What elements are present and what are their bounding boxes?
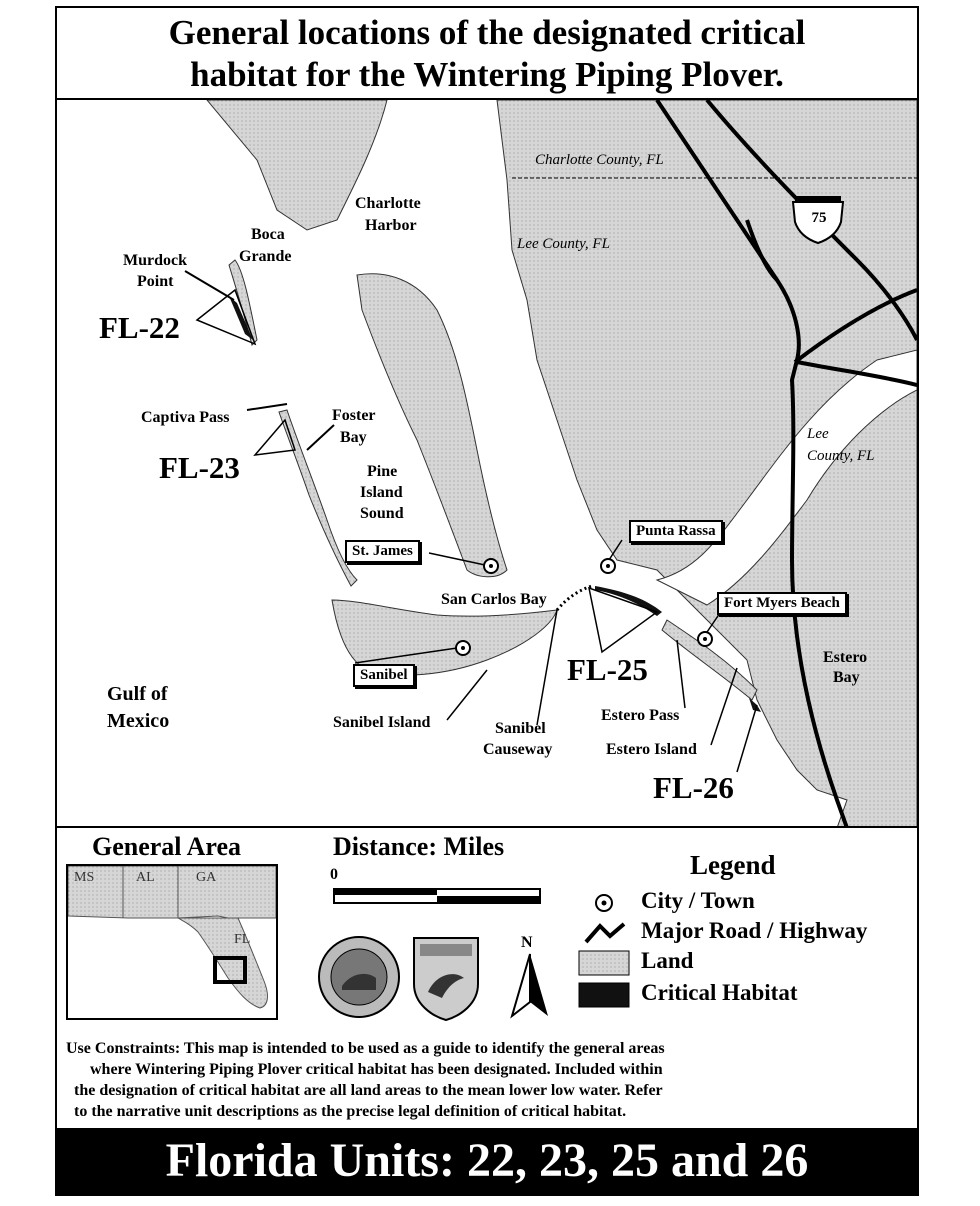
san-carlos-bay: San Carlos Bay (441, 591, 547, 608)
foster-bay-2: Bay (340, 429, 367, 446)
interior-seal-icon (316, 934, 402, 1020)
scale-bar (333, 888, 541, 904)
gulf-of-mexico-2: Mexico (107, 710, 170, 732)
scale-seg-1 (335, 890, 437, 895)
title-line-1: General locations of the designated critical (168, 13, 806, 52)
inset-ms: MS (74, 870, 95, 885)
lee-east-label-2: County, FL (807, 448, 875, 464)
pine-island-sound-2: Island (360, 484, 403, 501)
captiva-pass: Captiva Pass (141, 409, 230, 426)
charlotte-harbor-1: Charlotte (355, 195, 421, 212)
foster-bay-1: Foster (332, 407, 376, 424)
charlotte-harbor-2: Harbor (365, 217, 417, 234)
scale-seg-2 (437, 896, 539, 902)
north-arrow-icon (508, 952, 552, 1020)
murdock-2: Point (137, 273, 174, 290)
sanibel-island: Sanibel Island (333, 714, 431, 731)
legend-label-city: City / Town (641, 888, 755, 913)
town-st-james: St. James (345, 540, 420, 563)
use-line-3: the designation of critical habitat are all land areas to the mean lower low water. Refer (74, 1082, 663, 1099)
use-line-2: where Wintering Piping Plover critical habitat has been designated. Included within (90, 1061, 663, 1078)
town-sanibel: Sanibel (353, 664, 415, 687)
charlotte-county-label: Charlotte County, FL (535, 152, 664, 168)
estero-bay-2: Bay (833, 669, 860, 686)
general-area-title: General Area (92, 832, 241, 861)
lee-county-label: Lee County, FL (517, 236, 610, 252)
murdock-1: Murdock (123, 252, 187, 269)
habitat-symbol-icon (578, 982, 630, 1008)
habitat-fl25 (595, 586, 662, 616)
title-line-2: habitat for the Wintering Piping Plover. (190, 55, 784, 94)
scale-tick-0: 0 (330, 866, 338, 883)
causeway-line (557, 586, 592, 610)
estero-pass: Estero Pass (601, 707, 680, 724)
main-map (57, 100, 917, 828)
pine-island-sound-3: Sound (360, 505, 404, 522)
unit-fl23-label: FL-23 (159, 450, 240, 485)
sanibel-causeway-2: Causeway (483, 741, 553, 758)
interstate-number: 75 (811, 210, 827, 226)
fws-shield-icon (410, 934, 482, 1022)
sanibel-causeway-1: Sanibel (495, 720, 546, 737)
boca-grande-2: Grande (239, 248, 292, 265)
use-line-1: Use Constraints: This map is intended to be used as a guide to identify the general areas (66, 1040, 665, 1057)
gulf-of-mexico-1: Gulf of (107, 683, 168, 705)
shield-band (795, 196, 841, 203)
legend-label-road: Major Road / Highway (641, 918, 868, 943)
legend-title: Legend (690, 850, 776, 880)
pine-island (357, 274, 507, 577)
unit-fl26-label: FL-26 (653, 770, 734, 805)
pine-island-sound-1: Pine (367, 463, 398, 480)
boca-grande-1: Boca (251, 226, 285, 243)
unit-fl22-label: FL-22 (99, 310, 180, 345)
footer-banner: Florida Units: 22, 23, 25 and 26 (57, 1128, 917, 1194)
road-symbol-icon (578, 920, 630, 946)
estero-island: Estero Island (606, 741, 697, 758)
city-symbol-icon (578, 890, 630, 916)
general-area-inset (66, 864, 278, 1020)
use-line-4: to the narrative unit descriptions as the precise legal definition of critical habitat. (74, 1103, 627, 1120)
inset-fl: FL (234, 932, 251, 947)
town-fort-myers-beach: Fort Myers Beach (717, 592, 847, 615)
inset-ga: GA (196, 870, 217, 885)
inset-al: AL (136, 870, 155, 885)
map-title (57, 8, 917, 100)
land-symbol-icon (578, 950, 630, 976)
use-constraints (66, 1038, 906, 1122)
estero-bay-1: Estero (823, 649, 868, 666)
unit-fl25-label: FL-25 (567, 652, 648, 687)
lee-east-label-1: Lee (807, 426, 829, 442)
legend-label-land: Land (641, 948, 694, 973)
legend-label-habitat: Critical Habitat (641, 980, 798, 1005)
scale-title: Distance: Miles (333, 832, 505, 861)
north-label: N (521, 934, 533, 951)
town-punta-rassa: Punta Rassa (629, 520, 723, 543)
